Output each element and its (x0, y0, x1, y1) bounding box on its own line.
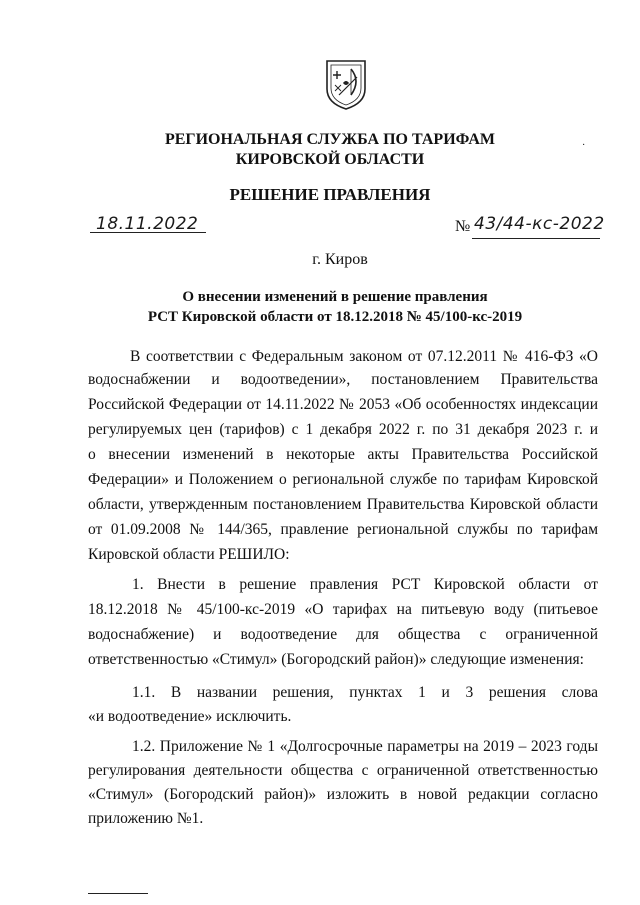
clause-1-line: ответственностью «Стимул» (Богородский район)» следующие изменения: (88, 651, 584, 668)
body-line: от 01.09.2008 № 144/365, правление региональной службы по тарифам (88, 521, 598, 538)
agency-name-line2: КИРОВСКОЙ ОБЛАСТИ (235, 151, 425, 168)
clause-1-line: водоснабжение) и водоотведение для общества с ограниченной (88, 626, 598, 643)
clause-1-1-line: 1.1. В названии решения, пунктах 1 и 3 решения слова (132, 684, 598, 701)
body-line: водоснабжении и водоотведении», постановлением Правительства (88, 371, 598, 388)
footnote-divider (88, 893, 148, 894)
clause-1-line: 1. Внести в решение правления РСТ Кировской области от (132, 576, 598, 593)
agency-name-line1: РЕГИОНАЛЬНАЯ СЛУЖБА ПО ТАРИФАМ (164, 131, 496, 148)
handwritten-date: 18.11.2022 (96, 214, 199, 234)
body-line: Кировской области РЕШИЛО: (88, 546, 290, 563)
handwritten-document-number: 43/44-кс-2022 (474, 214, 605, 234)
clause-1-2-line: регулирования деятельности общества с ограниченной ответственностью (88, 762, 598, 779)
margin-mark: · (582, 140, 586, 151)
clause-1-2-line: приложению №1. (88, 810, 204, 827)
body-line: регулируемых цен (тарифов) с 1 декабря 2022 г. по 31 декабря 2023 г. и (88, 421, 598, 438)
number-sign: № (455, 218, 471, 235)
city-label: г. Киров (312, 251, 368, 268)
clause-1-line: 18.12.2018 № 45/100-кс-2019 «О тарифах на питьевую воду (питьевое (88, 601, 598, 618)
number-underline (472, 238, 600, 239)
subject-line2: РСТ Кировской области от 18.12.2018 № 45/100-кс-2019 (147, 309, 523, 325)
clause-1-1-line: «и водоотведение» исключить. (88, 708, 292, 725)
date-underline (90, 232, 206, 233)
subject-line1: О внесении изменений в решение правления (182, 289, 488, 305)
clause-1-2-line: «Стимул» (Богородский район)» изложить в новой редакции согласно (88, 786, 598, 803)
coat-of-arms-emblem (323, 55, 369, 111)
body-line: Российской Федерации от 14.11.2022 № 2053 «Об особенностях индексации (88, 396, 598, 413)
body-line: В соответствии с Федеральным законом от 07.12.2011 № 416-ФЗ «О (130, 348, 598, 365)
document-type-title: РЕШЕНИЕ ПРАВЛЕНИЯ (229, 185, 431, 204)
clause-1-2-line: 1.2. Приложение № 1 «Долгосрочные параметры на 2019 – 2023 годы (132, 738, 598, 755)
body-line: Федерации» и Положением о региональной службе по тарифам Кировской (88, 471, 598, 488)
body-line: о внесении изменений в некоторые акты Правительства Российской (88, 446, 598, 463)
body-line: области, утвержденным постановлением Правительства Кировской области (88, 496, 598, 513)
